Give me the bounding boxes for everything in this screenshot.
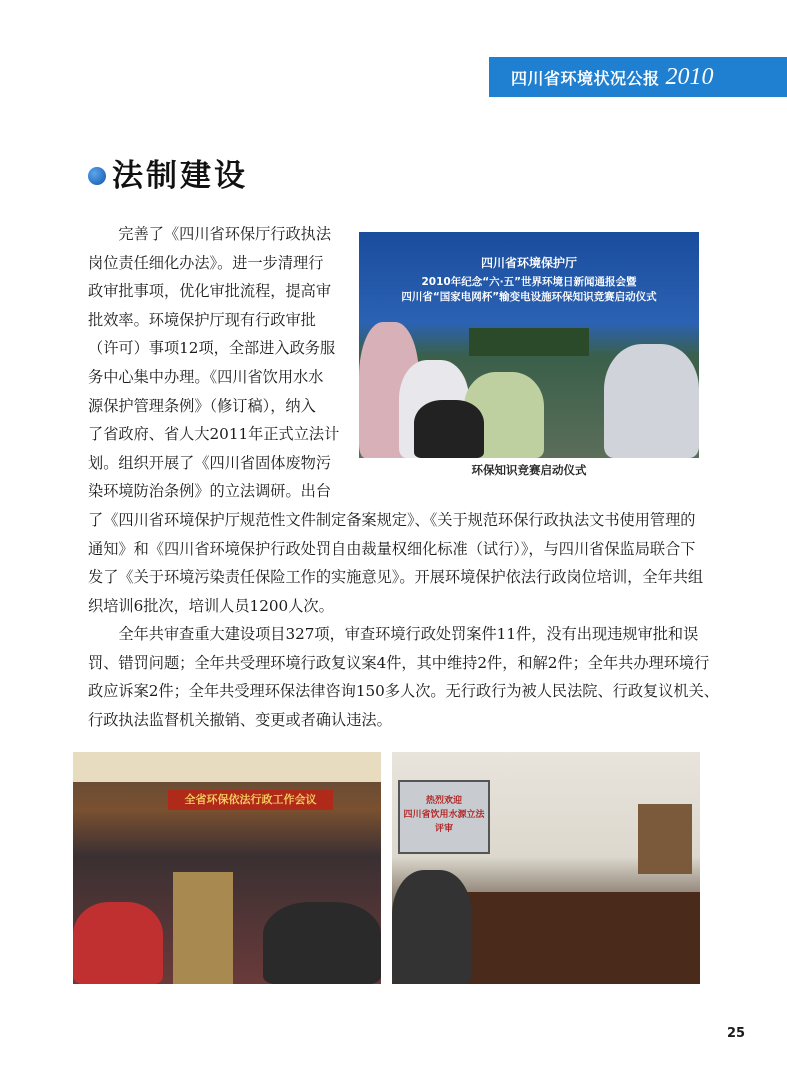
screen-text-line: 四川省饮用水源立法评审 <box>403 810 485 834</box>
text-line: 染环境防治条例》的立法调研。出台 <box>88 482 331 501</box>
text-line: 完善了《四川省环保厅行政执法 <box>88 225 331 243</box>
paragraph-1-continued <box>88 506 713 620</box>
section-heading <box>88 150 248 195</box>
photo-conference-hall <box>73 752 381 984</box>
photo-projector-screen <box>398 780 490 854</box>
photo-banner-line: 2010年纪念“六·五”世界环境日新闻通报会暨 <box>421 276 637 288</box>
text-line: 务中心集中办理。《四川省饮用水水 <box>88 367 324 386</box>
text-line: 罚、错罚问题；全年共受理环境行政复议案4件，其中维持2件，和解2件；全年共办理环境行 <box>88 653 710 672</box>
text-line: 源保护管理条例》（修订稿），纳入 <box>88 396 316 415</box>
text-line: 发了《关于环境污染责任保险工作的实施意见》。开展环境保护依法行政岗位培训，全年共组 <box>88 568 704 587</box>
photo-person <box>604 344 699 458</box>
photo-window <box>638 804 692 874</box>
text-line: 全年共审查重大建设项目327项，审查环境行政处罚案件11件，没有出现违规审批和误 <box>88 625 699 643</box>
photo-banner-line: 四川省“国家电网杯”输变电设施环保知识竞赛启动仪式 <box>401 291 657 303</box>
report-header-bar <box>489 57 787 97</box>
text-line: 通知》和《四川省环境保护行政处罚自由裁量权细化标准（试行）》，与四川省保监局联合下 <box>88 539 696 558</box>
photo-launch-ceremony <box>359 232 699 458</box>
screen-text-line: 热烈欢迎 <box>425 796 462 806</box>
bullet-icon <box>88 167 106 185</box>
photo-ceiling <box>73 752 381 782</box>
photo-review-meeting <box>392 752 700 984</box>
photo-person <box>392 870 472 984</box>
photo-caption: 环保知识竞赛启动仪式 <box>471 463 587 477</box>
text-line: 批效率。环境保护厅现有行政审批 <box>88 310 316 329</box>
text-line: 了省政府、省人大2011年正式立法计 <box>88 425 340 444</box>
report-title: 四川省环境状况公报 <box>511 68 660 88</box>
text-line: 划。组织开展了《四川省固体废物污 <box>88 453 331 472</box>
text-line: 岗位责任细化办法》。进一步清理行 <box>88 253 324 272</box>
photo-person <box>73 902 163 984</box>
photo-person <box>263 902 381 984</box>
text-line: 政审批事项，优化审批流程，提高审 <box>88 282 331 301</box>
photo-person <box>414 400 484 458</box>
text-line: 了《四川省环境保护厅规范性文件制定备案规定》、《关于规范环保行政执法文书使用管理的 <box>88 511 696 529</box>
photo-podium <box>469 328 589 356</box>
text-line: 织培训6批次，培训人员1200人次。 <box>88 596 334 615</box>
text-line: 政应诉案2件；全年共受理环保法律咨询150多人次。无行政行为被人民法院、行政复议机关、 <box>88 682 719 701</box>
page-number: 25 <box>727 1026 746 1041</box>
paragraph-1-wrapped <box>88 220 343 506</box>
photo-table <box>462 892 700 984</box>
report-year: 2010 <box>665 63 714 90</box>
text-line: 行政执法监督机关撤销、变更或者确认违法。 <box>88 710 392 729</box>
photo-carpet <box>173 872 233 984</box>
photo-banner: 全省环保依法行政工作会议 <box>168 790 333 810</box>
photo-banner-line: 四川省环境保护厅 <box>480 256 577 270</box>
text-line: （许可）事项12项，全部进入政务服 <box>88 339 336 358</box>
paragraph-2 <box>88 620 719 734</box>
section-title: 法制建设 <box>112 158 248 194</box>
